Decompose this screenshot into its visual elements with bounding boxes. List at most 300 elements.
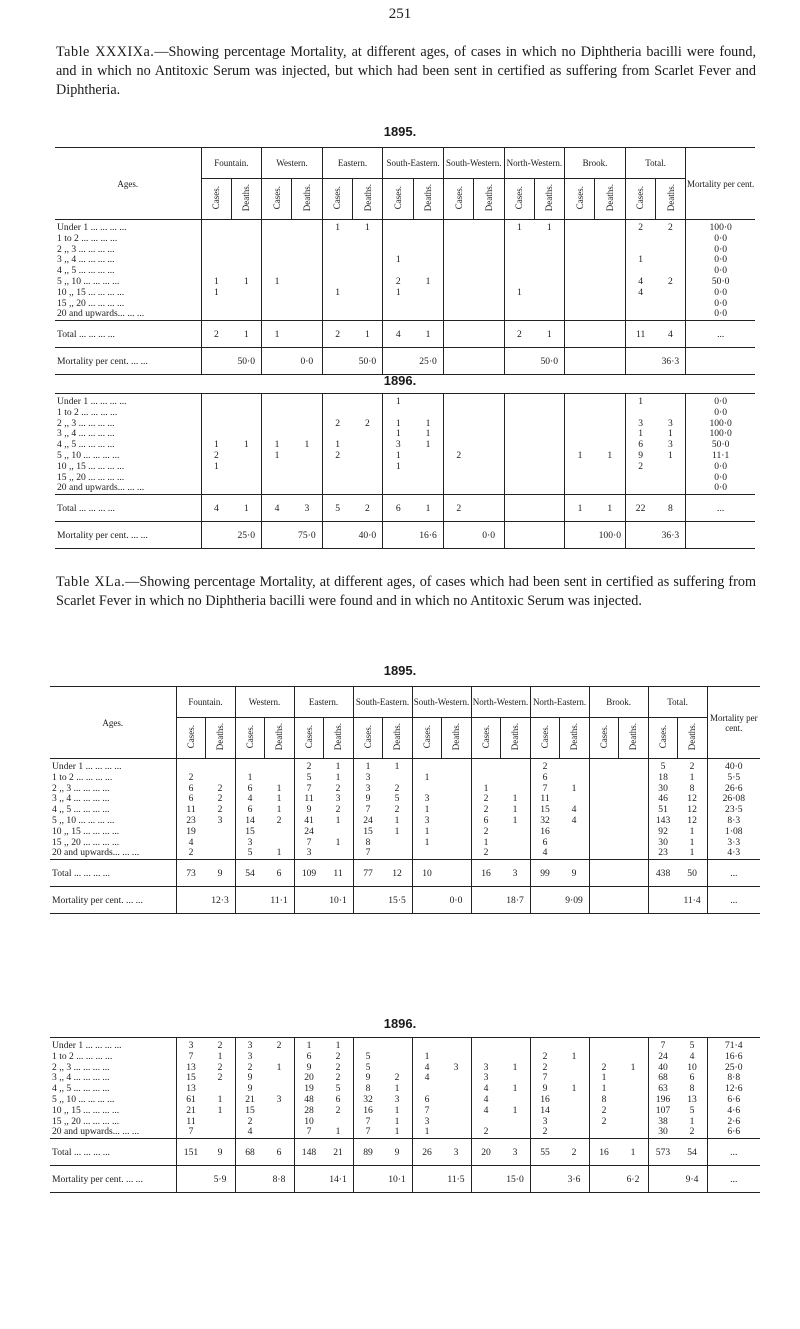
total-cell: 2 [201,321,231,348]
cases-cell [565,245,595,256]
deaths-cell [534,483,564,494]
deaths-cell: 2 [335,805,341,816]
group-header: Western. [235,687,294,718]
cases-cell: 1 [201,277,231,288]
mortality-cell: 23·5 [707,805,760,816]
cases-cell: 1 [412,1052,442,1063]
total-cell: 2 [560,1139,590,1166]
age-label: Under 1 ... ... ... ... [52,761,122,772]
deaths-cell: 1 [276,805,282,816]
cases-subheader [589,718,619,759]
deaths-cell [265,1073,295,1084]
cases-cell [443,440,473,451]
cases-cell: 7 [353,1127,383,1138]
cases-cell [412,1084,442,1095]
cases-cell: 19 [294,1084,324,1095]
cases-cell [412,1038,442,1052]
cases-subheader [648,718,678,759]
age-label: 10 ,, 15 ... ... ... ... [52,826,120,837]
cases-cell: 2 [589,1063,619,1074]
mortality-cell: 6·2 [619,1166,649,1193]
deaths-cell [413,309,443,320]
cases-cell [262,483,292,494]
cases-cell: 2 [294,759,324,773]
cases-cell: 1 [471,838,501,849]
group-header: Eastern. [294,687,353,718]
cases-cell [383,309,413,320]
subheader-label: Deaths. [510,723,521,751]
deaths-subheader [413,179,443,220]
cases-cell: 28 [294,1106,324,1117]
cases-cell: 1 [504,288,534,299]
cases-cell: 63 [648,1084,678,1095]
table-row [50,773,760,784]
deaths-cell: 1 [335,772,341,783]
cases-subheader [504,179,534,220]
mortality-cell: 6·6 [707,1095,760,1106]
cases-cell: 11 [294,794,324,805]
cases-cell: 24 [353,816,383,827]
age-label: 20 and upwards... ... ... [57,483,145,494]
cases-cell: 6 [176,784,206,795]
cases-cell: 30 [648,1127,678,1138]
cases-cell: 3 [471,1073,501,1084]
deaths-cell: 5 [689,1105,695,1116]
mortality-label: Mortality per cent. ... ... [50,887,176,914]
mortality-cell: 0·0 [686,288,755,299]
deaths-cell [231,245,261,256]
page-number: 251 [388,6,412,22]
subheader-label: Cases. [514,186,525,210]
deaths-cell [534,440,564,451]
mortality-cell [322,348,352,375]
ages-header: Ages. [55,148,201,220]
mortality-cell: 40·0 [353,522,383,549]
age-label: 20 and upwards... ... ... [57,309,145,320]
total-cell: 1 [413,495,443,522]
cases-cell [443,255,473,266]
age-label: 3 ,, 4 ... ... ... ... [52,794,110,805]
deaths-cell: 1 [571,1051,577,1062]
subheader-label: Cases. [303,725,314,749]
total-cell [474,495,504,522]
cases-cell [443,394,473,408]
deaths-cell: 1 [689,826,695,837]
cases-cell: 30 [648,784,678,795]
mortality-cell: 0·0 [686,234,755,245]
cases-cell [443,419,473,430]
total-cell: 11 [625,321,655,348]
deaths-cell [560,1106,590,1117]
total-cell: 2 [353,495,383,522]
group-header: North-Western. [471,687,530,718]
deaths-cell: 1 [512,815,518,826]
deaths-cell [353,394,383,408]
deaths-cell [206,1127,236,1138]
total-cell: 99 [530,860,560,887]
deaths-cell: 2 [217,1062,223,1073]
mortality-cell [443,348,473,375]
deaths-cell: 1 [335,1040,341,1051]
cases-cell [565,394,595,408]
cases-cell: 3 [412,816,442,827]
cases-cell: 13 [176,1063,206,1074]
deaths-cell [442,773,472,784]
cases-cell: 1 [504,220,534,234]
subheader-label: Cases. [392,186,403,210]
cases-cell: 196 [648,1095,678,1106]
group-header: Fountain. [201,148,262,179]
deaths-cell: 1 [276,783,282,794]
deaths-cell [206,838,236,849]
table2-caption-text: —Showing percentage Mortality, at different ages, of cases which had been sent in certified as suffering from Scarlet Fever in which no Diphtheria bacilli were found and in which no Antitoxic Serum was injected. [56,574,756,609]
deaths-cell [442,848,472,859]
deaths-cell [442,816,472,827]
mortality-cell: 0·0 [686,255,755,266]
mortality-row [50,1166,760,1193]
total-cell: 21 [324,1139,354,1166]
deaths-cell [413,473,443,484]
deaths-cell [619,1073,649,1084]
table1-caption-lead: Table XXXIXa. [56,44,155,60]
subheader-label: Cases. [421,725,432,749]
deaths-cell: 4 [689,1051,695,1062]
cases-cell: 24 [648,1052,678,1063]
age-label: 2 ,, 3 ... ... ... ... [52,783,110,794]
deaths-cell: 1 [630,1062,636,1073]
cases-cell [201,234,231,245]
deaths-subheader [656,179,686,220]
deaths-cell [619,773,649,784]
cases-cell: 16 [530,827,560,838]
deaths-cell [442,784,472,795]
table1-grid-0 [55,147,755,375]
mortality-cell [534,522,564,549]
cases-subheader [412,718,442,759]
deaths-cell [442,1095,472,1106]
mortality-cell: 75·0 [292,522,322,549]
cases-cell [471,1038,501,1052]
mortality-cell: 100·0 [686,429,755,440]
age-label: 4 ,, 5 ... ... ... ... [57,266,115,277]
cases-cell [262,419,292,430]
cases-cell [504,408,534,419]
deaths-cell [292,429,322,440]
total-cell: 9 [206,860,236,887]
table1-grid-1 [55,393,755,549]
deaths-cell [231,473,261,484]
deaths-cell [656,245,686,256]
table1-caption-text: —Showing percentage Mortality, at different ages, of cases in which no Diphtheria bacilli were found, and in which no Antitoxic Serum was injected, but which had been sent in certified as suffering from Scarlet Fever and Diphtheria. [56,44,756,98]
cases-cell [530,1038,560,1052]
total-cell: 20 [471,1139,501,1166]
deaths-cell [595,462,625,473]
table-row [50,784,760,795]
cases-cell: 1 [262,277,292,288]
subheader-label: Deaths. [392,723,403,751]
cases-cell [322,394,352,408]
deaths-cell: 1 [304,440,310,451]
deaths-cell: 2 [335,1073,341,1084]
mortality-cell [504,522,534,549]
age-label: 15 ,, 20 ... ... ... ... [52,1116,120,1127]
mortality-cell: 50·0 [353,348,383,375]
table-row [55,266,755,277]
age-label: 5 ,, 10 ... ... ... ... [57,450,120,461]
cases-cell: 1 [201,288,231,299]
table-row [50,1106,760,1117]
deaths-cell [206,759,236,773]
mortality-cell: 18·7 [501,887,531,914]
cases-cell: 6 [235,784,265,795]
cases-cell [201,419,231,430]
cases-cell: 2 [176,773,206,784]
table-row [55,288,755,299]
cases-cell: 1 [412,1127,442,1138]
table2-year-1896: 1896. [383,1016,417,1031]
cases-cell: 2 [471,1127,501,1138]
total-mortality: ... [707,1139,760,1166]
total-cell: 1 [534,321,564,348]
subheader-label: Cases. [635,186,646,210]
cases-cell [201,299,231,310]
cases-cell [625,245,655,256]
cases-cell: 1 [235,773,265,784]
mortality-cell: 16·6 [413,522,443,549]
cases-cell [565,299,595,310]
cases-cell: 6 [294,1052,324,1063]
deaths-cell [383,848,413,859]
deaths-cell: 4 [571,815,577,826]
total-cell: 438 [648,860,678,887]
cases-cell [565,220,595,234]
mortality-cell: 8·8 [707,1073,760,1084]
deaths-cell: 1 [546,222,552,233]
deaths-cell: 5 [335,1084,341,1095]
cases-cell: 7 [176,1052,206,1063]
deaths-cell [353,299,383,310]
table-row [50,838,760,849]
cases-cell: 3 [530,1117,560,1128]
cases-cell: 4 [412,1073,442,1084]
cases-cell: 2 [625,220,655,234]
cases-cell: 15 [235,1106,265,1117]
total-cell: 1 [353,321,383,348]
mortality-cell: 11·5 [442,1166,472,1193]
total-cell: 1 [595,495,625,522]
subheader-label: Deaths. [274,723,285,751]
cases-cell: 8 [353,838,383,849]
deaths-cell: 1 [425,429,431,440]
mortality-cell [471,887,501,914]
mortality-cell [619,887,649,914]
deaths-cell [292,483,322,494]
cases-cell: 7 [294,1127,324,1138]
deaths-cell [231,309,261,320]
deaths-cell: 1 [512,1062,518,1073]
cases-cell: 6 [530,838,560,849]
deaths-cell [292,394,322,408]
mortality-row [55,522,755,549]
deaths-cell: 1 [571,783,577,794]
total-cell: 54 [235,860,265,887]
total-cell [589,860,619,887]
age-label: 3 ,, 4 ... ... ... ... [57,429,115,440]
mortality-cell: 0·0 [686,266,755,277]
mortality-cell: 0·0 [686,462,755,473]
deaths-cell [534,288,564,299]
deaths-cell [231,266,261,277]
deaths-cell [413,451,443,462]
subheader-label: Cases. [657,725,668,749]
cases-subheader [443,179,473,220]
cases-cell: 2 [322,419,352,430]
cases-cell [443,234,473,245]
deaths-cell [442,794,472,805]
cases-cell [565,309,595,320]
mortality-cell: 1·08 [707,827,760,838]
deaths-cell: 1 [689,1116,695,1127]
cases-cell [625,473,655,484]
cases-cell: 19 [176,827,206,838]
deaths-cell [656,266,686,277]
cases-cell [589,848,619,859]
subheader-label: Cases. [574,186,585,210]
deaths-cell [353,429,383,440]
table-row [55,473,755,484]
deaths-cell: 3 [668,440,673,451]
table-row [50,827,760,838]
mortality-cell [262,522,292,549]
deaths-cell: 1 [394,1127,400,1138]
deaths-cell [292,288,322,299]
cases-cell: 2 [176,848,206,859]
subheader-label: Cases. [211,186,222,210]
cases-cell: 68 [648,1073,678,1084]
subheader-label: Cases. [598,725,609,749]
deaths-subheader [265,718,295,759]
deaths-cell [353,266,383,277]
cases-cell [443,245,473,256]
age-label: 20 and upwards... ... ... [52,1127,140,1138]
cases-cell [262,266,292,277]
subheader-label: Cases. [480,725,491,749]
cases-cell: 23 [176,816,206,827]
total-cell: 2 [322,321,352,348]
deaths-cell [501,1127,531,1138]
cases-cell [201,429,231,440]
cases-cell [235,759,265,773]
total-cell [504,495,534,522]
cases-cell: 11 [176,805,206,816]
cases-cell: 14 [530,1106,560,1117]
total-cell: 148 [294,1139,324,1166]
table-row [50,1127,760,1138]
cases-cell: 2 [471,805,501,816]
cases-cell: 1 [383,429,413,440]
mortality-cell: 100·0 [595,522,625,549]
cases-cell [201,473,231,484]
deaths-cell [534,277,564,288]
total-cell [442,860,472,887]
deaths-cell [656,288,686,299]
deaths-cell [231,299,261,310]
deaths-subheader [206,718,236,759]
cases-cell: 1 [383,288,413,299]
mortality-cell: 0·0 [442,887,472,914]
table-row [50,1063,760,1074]
deaths-cell [656,483,686,494]
cases-cell: 51 [648,805,678,816]
deaths-cell: 1 [512,1084,518,1095]
deaths-cell [231,220,261,234]
deaths-cell: 2 [335,1105,341,1116]
mortality-cell: 36·3 [656,348,686,375]
cases-cell [504,483,534,494]
cases-cell: 30 [648,838,678,849]
table-row [55,309,755,320]
subheader-label: Deaths. [687,723,698,751]
cases-cell: 4 [471,1084,501,1095]
cases-cell: 7 [530,1073,560,1084]
cases-cell: 46 [648,794,678,805]
cases-cell: 1 [625,394,655,408]
total-cell: 4 [262,495,292,522]
mortality-cell [565,522,595,549]
cases-cell [443,220,473,234]
cases-cell [504,451,534,462]
deaths-cell [383,1063,413,1074]
mortality-mortality [686,522,755,549]
mortality-cell [176,1166,206,1193]
mortality-cell: 5·5 [707,773,760,784]
cases-cell [383,473,413,484]
cases-cell: 2 [235,1117,265,1128]
deaths-cell [231,419,261,430]
cases-cell: 10 [294,1117,324,1128]
cases-cell: 2 [443,451,473,462]
age-label: 2 ,, 3 ... ... ... ... [57,418,115,429]
cases-cell: 15 [176,1073,206,1084]
mortality-cell [530,1166,560,1193]
deaths-subheader [678,718,708,759]
mortality-cell [353,1166,383,1193]
cases-cell: 3 [412,1117,442,1128]
cases-cell [201,266,231,277]
table-row [55,429,755,440]
subheader-label: Deaths. [451,723,462,751]
cases-cell [504,234,534,245]
cases-subheader [262,179,292,220]
cases-cell [504,394,534,408]
mortality-cell [201,522,231,549]
deaths-cell: 1 [276,1062,282,1073]
deaths-cell: 1 [425,440,431,451]
subheader-label: Cases. [244,725,255,749]
deaths-cell [534,408,564,419]
deaths-cell [560,1117,590,1128]
cases-cell [443,483,473,494]
cases-cell [589,1052,619,1063]
total-cell: 6 [265,1139,295,1166]
deaths-cell [413,234,443,245]
cases-cell [589,784,619,795]
deaths-cell: 2 [335,1062,341,1073]
mortality-row [50,887,760,914]
cases-cell: 3 [235,1052,265,1063]
cases-cell [322,429,352,440]
deaths-cell [265,827,295,838]
